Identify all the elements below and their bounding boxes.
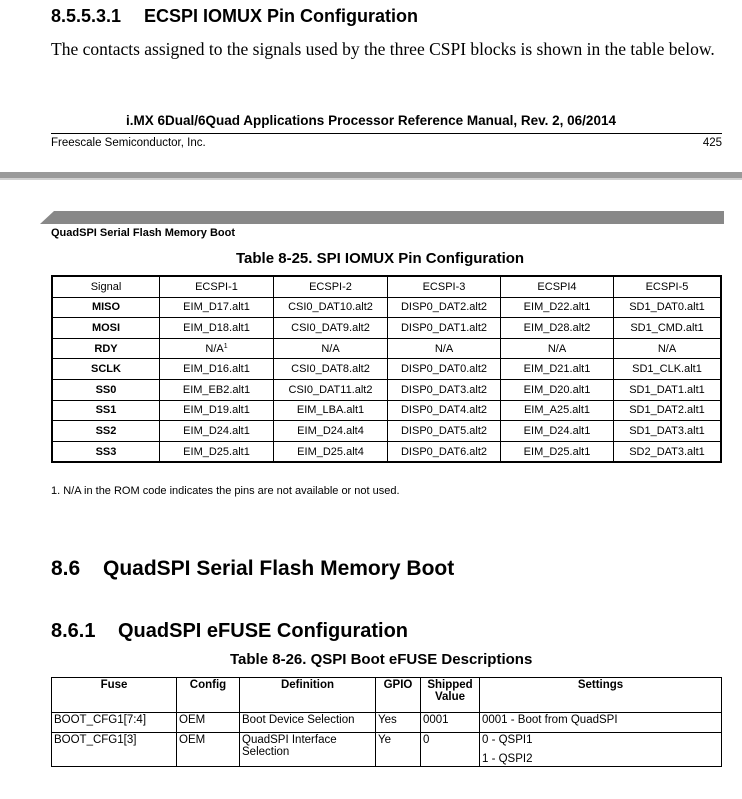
config-cell: OEM <box>177 733 240 767</box>
table-cell: CSI0_DAT11.alt2 <box>274 379 388 400</box>
table-cell: CSI0_DAT8.alt2 <box>274 359 388 380</box>
setting-option-1: 1 - QSPI2 <box>482 753 533 765</box>
table-cell: SD1_DAT3.alt1 <box>614 421 722 442</box>
table-cell: SD1_CMD.alt1 <box>614 318 722 339</box>
table-cell: DISP0_DAT0.alt2 <box>388 359 501 380</box>
table-8-26-caption: Table 8-26. QSPI Boot eFUSE Descriptions <box>230 651 533 668</box>
footnote-reference[interactable]: 1 <box>223 342 228 350</box>
setting-spacer <box>482 746 719 753</box>
table-row <box>52 359 721 380</box>
page-separator-shadow <box>0 178 742 180</box>
running-header-title: QuadSPI Serial Flash Memory Boot <box>51 227 235 239</box>
shipped-cell: 0 <box>421 733 480 767</box>
definition-cell: Boot Device Selection <box>240 713 376 733</box>
table-cell: EIM_D22.alt1 <box>501 297 614 318</box>
config-cell: OEM <box>177 713 240 733</box>
gpio-cell: Yes <box>376 713 421 733</box>
fuse-cell: BOOT_CFG1[3] <box>52 733 177 767</box>
signal-cell: SCLK <box>52 359 160 380</box>
header-signal: Signal <box>52 276 160 297</box>
table-cell: SD2_DAT3.alt1 <box>614 441 722 462</box>
section-heading-8-5-5-3-1 <box>51 6 418 27</box>
header-gpio: GPIO <box>376 678 421 713</box>
header-ecspi-4: ECSPI4 <box>501 276 614 297</box>
table-header-row <box>52 276 721 297</box>
table-cell: EIM_D19.alt1 <box>160 400 274 421</box>
table-row <box>52 733 722 767</box>
section-number: 8.6 <box>51 557 81 580</box>
qspi-efuse-table <box>51 677 722 767</box>
table-cell: EIM_LBA.alt1 <box>274 400 388 421</box>
header-shipped-value <box>421 678 480 713</box>
header-ecspi-5: ECSPI-5 <box>614 276 722 297</box>
definition-line1: QuadSPI Interface <box>242 734 337 746</box>
table-cell: SD1_DAT2.alt1 <box>614 400 722 421</box>
table-cell: CSI0_DAT10.alt2 <box>274 297 388 318</box>
table-cell: DISP0_DAT5.alt2 <box>388 421 501 442</box>
header-ecspi-3: ECSPI-3 <box>388 276 501 297</box>
table-cell: EIM_EB2.alt1 <box>160 379 274 400</box>
signal-cell: MISO <box>52 297 160 318</box>
header-ecspi-2: ECSPI-2 <box>274 276 388 297</box>
table-cell: N/A <box>501 338 614 359</box>
table-row <box>52 421 721 442</box>
table-cell: EIM_D20.alt1 <box>501 379 614 400</box>
table-cell: EIM_D25.alt1 <box>160 441 274 462</box>
fuse-cell: BOOT_CFG1[7:4] <box>52 713 177 733</box>
table-cell <box>160 338 274 359</box>
table-cell: EIM_D16.alt1 <box>160 359 274 380</box>
table-cell: DISP0_DAT3.alt2 <box>388 379 501 400</box>
table-cell: DISP0_DAT2.alt2 <box>388 297 501 318</box>
header-ecspi-1: ECSPI-1 <box>160 276 274 297</box>
table-cell: EIM_D25.alt4 <box>274 441 388 462</box>
rdy-ecspi1-value: N/A <box>205 342 224 355</box>
signal-cell: MOSI <box>52 318 160 339</box>
definition-line2: Selection <box>242 746 290 758</box>
signal-cell: SS0 <box>52 379 160 400</box>
definition-cell <box>240 733 376 767</box>
table-row <box>52 400 721 421</box>
table-row <box>52 338 721 359</box>
table-cell: N/A <box>388 338 501 359</box>
table-cell: SD1_DAT1.alt1 <box>614 379 722 400</box>
table-row <box>52 297 721 318</box>
spi-iomux-table <box>51 275 722 463</box>
table-cell: DISP0_DAT1.alt2 <box>388 318 501 339</box>
section-title: ECSPI IOMUX Pin Configuration <box>144 6 418 26</box>
table-cell: EIM_D24.alt1 <box>501 421 614 442</box>
section-heading-8-6 <box>51 557 454 581</box>
header-fuse: Fuse <box>52 678 177 713</box>
section-number: 8.5.5.3.1 <box>51 6 122 26</box>
table-header-row <box>52 678 722 713</box>
table-cell: N/A <box>274 338 388 359</box>
table-8-25-caption: Table 8-25. SPI IOMUX Pin Configuration <box>236 250 525 267</box>
gpio-cell: Ye <box>376 733 421 767</box>
table-cell: SD1_DAT0.alt1 <box>614 297 722 318</box>
table-cell: EIM_D25.alt1 <box>501 441 614 462</box>
table-row <box>52 318 721 339</box>
table-row <box>52 379 721 400</box>
running-header-bar <box>40 211 724 224</box>
settings-cell: 0001 - Boot from QuadSPI <box>480 713 722 733</box>
signal-cell: SS2 <box>52 421 160 442</box>
settings-cell <box>480 733 722 767</box>
section-title: QuadSPI Serial Flash Memory Boot <box>103 557 455 580</box>
table-cell: DISP0_DAT6.alt2 <box>388 441 501 462</box>
footer-page-number: 425 <box>702 137 722 149</box>
header-shipped-line1: Shipped <box>427 679 473 691</box>
signal-cell: SS3 <box>52 441 160 462</box>
signal-cell: SS1 <box>52 400 160 421</box>
footer-divider <box>51 133 722 134</box>
table-cell: EIM_D28.alt2 <box>501 318 614 339</box>
section-number: 8.6.1 <box>51 620 96 642</box>
table-cell: EIM_D18.alt1 <box>160 318 274 339</box>
intro-paragraph: The contacts assigned to the signals used by the three CSPI blocks is shown in the table below. <box>51 39 715 59</box>
signal-cell: RDY <box>52 338 160 359</box>
shipped-cell: 0001 <box>421 713 480 733</box>
table-cell: EIM_A25.alt1 <box>501 400 614 421</box>
table-cell: EIM_D24.alt4 <box>274 421 388 442</box>
section-heading-8-6-1 <box>51 620 408 643</box>
table-row <box>52 713 722 733</box>
header-shipped-line2: Value <box>434 691 466 703</box>
header-settings: Settings <box>480 678 722 713</box>
header-config: Config <box>177 678 240 713</box>
table-footnote: 1. N/A in the ROM code indicates the pins are not available or not used. <box>51 485 400 497</box>
section-title: QuadSPI eFUSE Configuration <box>118 620 409 642</box>
table-row <box>52 441 721 462</box>
table-cell: EIM_D21.alt1 <box>501 359 614 380</box>
header-definition: Definition <box>240 678 376 713</box>
footer-manual-title: i.MX 6Dual/6Quad Applications Processor Reference Manual, Rev. 2, 06/2014 <box>126 113 616 128</box>
table-cell: DISP0_DAT4.alt2 <box>388 400 501 421</box>
table-cell: SD1_CLK.alt1 <box>614 359 722 380</box>
setting-option-0: 0 - QSPI1 <box>482 734 533 746</box>
table-cell: CSI0_DAT9.alt2 <box>274 318 388 339</box>
footer-company: Freescale Semiconductor, Inc. <box>51 137 206 149</box>
table-cell: N/A <box>614 338 722 359</box>
table-cell: EIM_D17.alt1 <box>160 297 274 318</box>
table-cell: EIM_D24.alt1 <box>160 421 274 442</box>
